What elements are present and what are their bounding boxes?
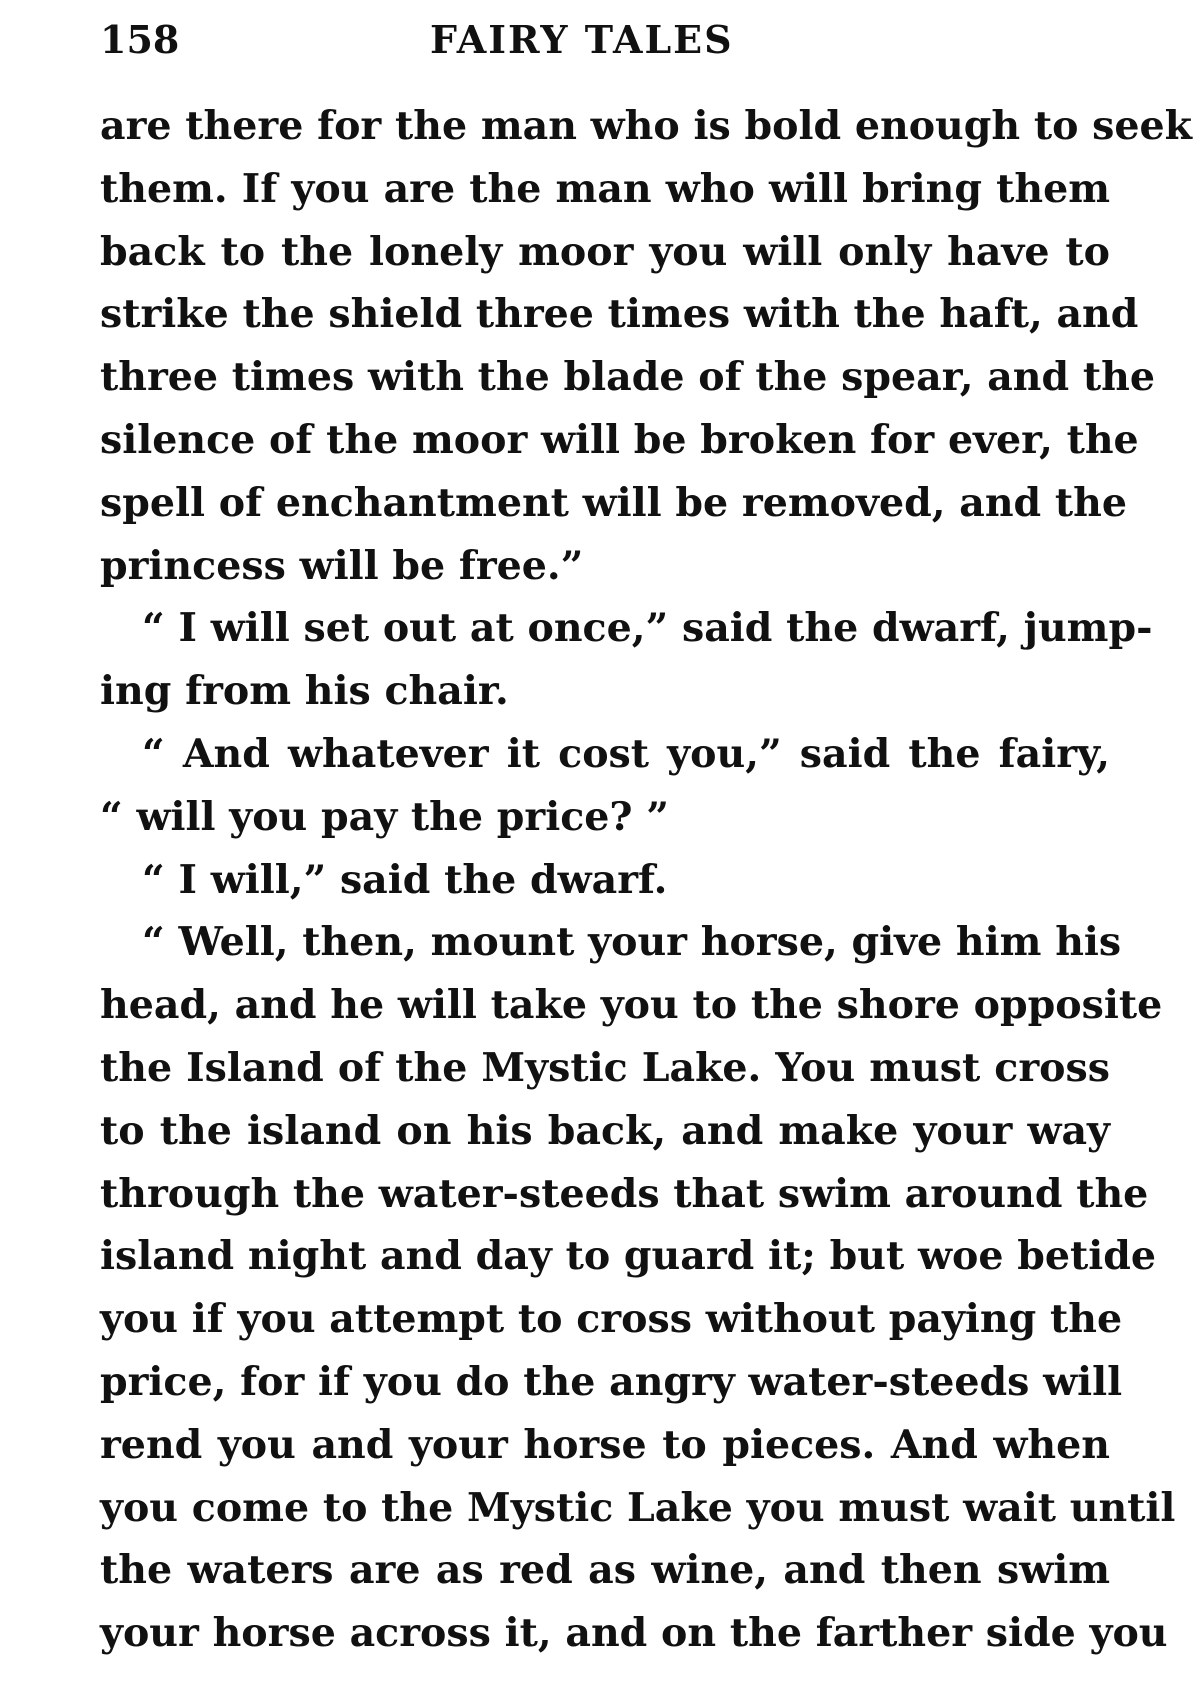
running-title: FAIRY TALES [430, 17, 734, 62]
text-line: back to the lonely moor you will only have to [100, 228, 1110, 275]
text-line: “ I will,” said the dwarf. [142, 856, 668, 903]
text-line: price, for if you do the angry water-steeds will [100, 1358, 1123, 1405]
text-line: through the water-steeds that swim around the [100, 1170, 1149, 1217]
body-text [100, 95, 1193, 1665]
text-line: them. If you are the man who will bring them [100, 165, 1110, 212]
text-line: you come to the Mystic Lake you must wait until [100, 1484, 1176, 1531]
text-line: island night and day to guard it; but woe betide [100, 1233, 1156, 1280]
text-line: rend you and your horse to pieces. And when [100, 1421, 1110, 1468]
text-line: three times with the blade of the spear, and the [100, 354, 1155, 401]
text-line: “ And whatever it cost you,” said the fairy, [142, 730, 1110, 777]
text-line: you if you attempt to cross without paying the [100, 1296, 1123, 1343]
text-line: “ will you pay the price? ” [100, 793, 670, 840]
text-line: the waters are as red as wine, and then swim [100, 1547, 1110, 1594]
text-line: silence of the moor will be broken for ever, the [100, 416, 1139, 463]
text-line: spell of enchantment will be removed, and the [100, 479, 1127, 526]
text-line: to the island on his back, and make your way [100, 1107, 1110, 1154]
text-line: strike the shield three times with the haft, and [100, 291, 1139, 338]
text-line: “ I will set out at once,” said the dwarf, jump- [142, 605, 1153, 652]
text-line: are there for the man who is bold enough to seek [100, 103, 1193, 149]
page-number: 158 [100, 17, 180, 62]
text-line: ing from his chair. [100, 668, 509, 715]
text-line: the Island of the Mystic Lake. You must cross [100, 1044, 1110, 1091]
text-line: “ Well, then, mount your horse, give him his [142, 919, 1122, 966]
text-line: your horse across it, and on the farther side you [100, 1610, 1168, 1657]
text-line: head, and he will take you to the shore opposite [100, 982, 1163, 1029]
running-head [100, 14, 1110, 66]
text-line: princess will be free.” [100, 542, 584, 589]
